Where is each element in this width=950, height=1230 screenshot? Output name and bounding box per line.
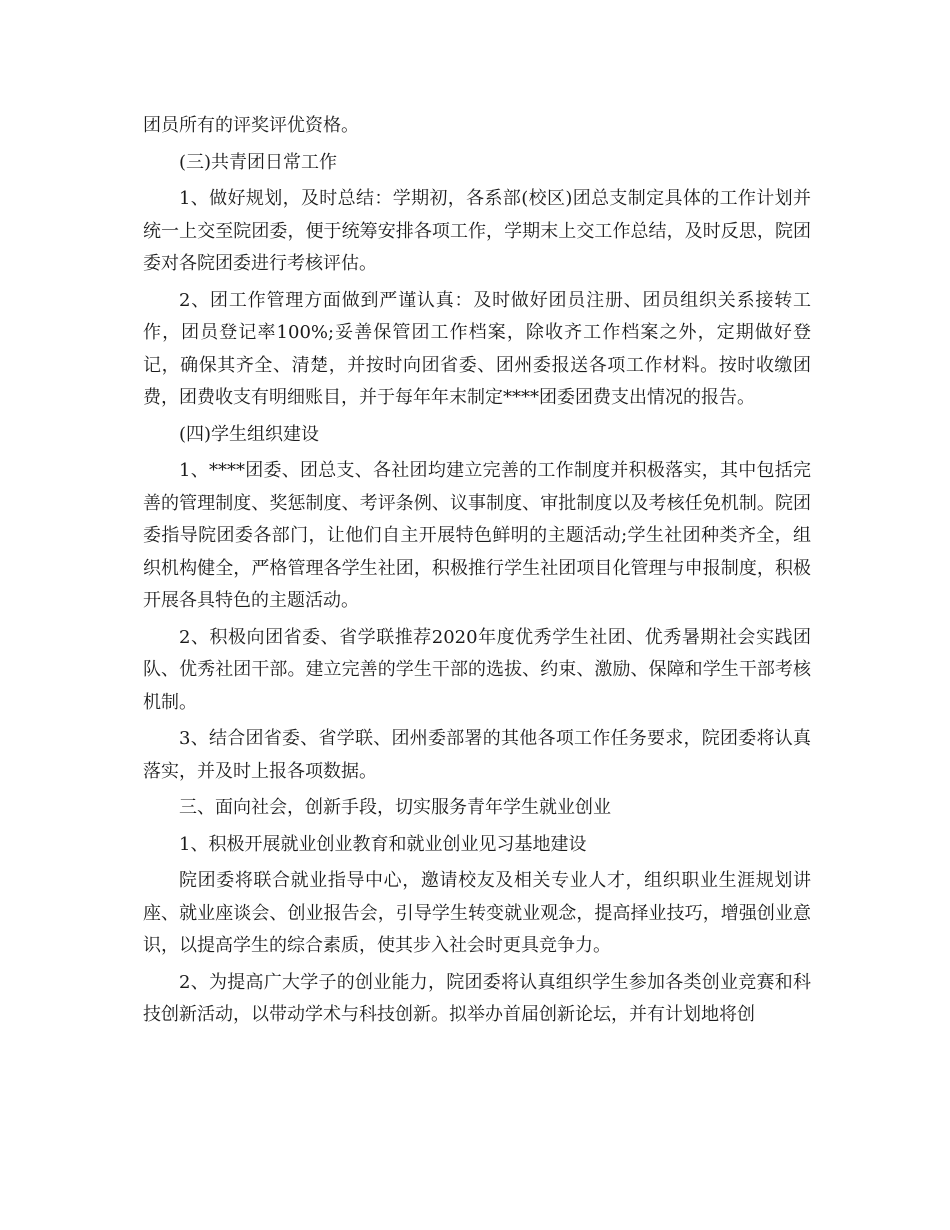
paragraph-11: 院团委将联合就业指导中心，邀请校友及相关专业人才，组织职业生涯规划讲座、就业座谈会、创业报告会，引导学生转变就业观念，提高择业技巧，增强创业意识，以提高学生的综合素质，使其步入社会时更具竞争力。: [143, 870, 811, 956]
paragraph-1: 团员所有的评奖评优资格。: [143, 115, 359, 136]
chapter-heading-3: 三、面向社会，创新手段，切实服务青年学生就业创业: [179, 797, 611, 818]
paragraph-10: 1、积极开展就业创业教育和就业创业见习基地建设: [179, 833, 587, 855]
paragraph-8: 3、结合团省委、省学联、团州委部署的其他各项工作任务要求，院团委将认真落实，并及时上报各项数据。: [143, 728, 811, 782]
paragraph-6: 1、****团委、团总支、各社团均建立完善的工作制度并积极落实，其中包括完善的管理制度、奖惩制度、考评条例、议事制度、审批制度以及考核任免机制。院团委指导院团委各部门，让他们自主开展特色鲜明的主题活动;学生社团种类齐全，组织机构健全，严格管理各学生社团，积极推行学生社团项目化管理与申报制度，积极开展各具特色的主题活动。: [143, 460, 811, 611]
section-heading-4: (四)学生组织建设: [179, 423, 320, 445]
paragraph-4: 2、团工作管理方面做到严谨认真：及时做好团员注册、团员组织关系接转工作，团员登记率100%;妥善保管团工作档案，除收齐工作档案之外，定期做好登记，确保其齐全、清楚，并按时向团省委、团州委报送各项工作材料。按时收缴团费，团费收支有明细账目，并于每年年末制定****团委团费支出情况的报告。: [143, 289, 811, 408]
document-body: [143, 110, 811, 1036]
paragraph-3: 1、做好规划，及时总结：学期初，各系部(校区)团总支制定具体的工作计划并统一上交至院团委，便于统筹安排各项工作，学期末上交工作总结，及时反思，院团委对各院团委进行考核评估。: [143, 188, 811, 274]
section-heading-3: (三)共青团日常工作: [179, 151, 338, 173]
paragraph-12: 2、为提高广大学子的创业能力，院团委将认真组织学生参加各类创业竞赛和科技创新活动，以带动学术与科技创新。拟举办首届创新论坛，并有计划地将创: [143, 971, 811, 1025]
paragraph-7: 2、积极向团省委、省学联推荐2020年度优秀学生社团、优秀暑期社会实践团队、优秀社团干部。建立完善的学生干部的选拔、约束、激励、保障和学生干部考核机制。: [143, 626, 811, 713]
